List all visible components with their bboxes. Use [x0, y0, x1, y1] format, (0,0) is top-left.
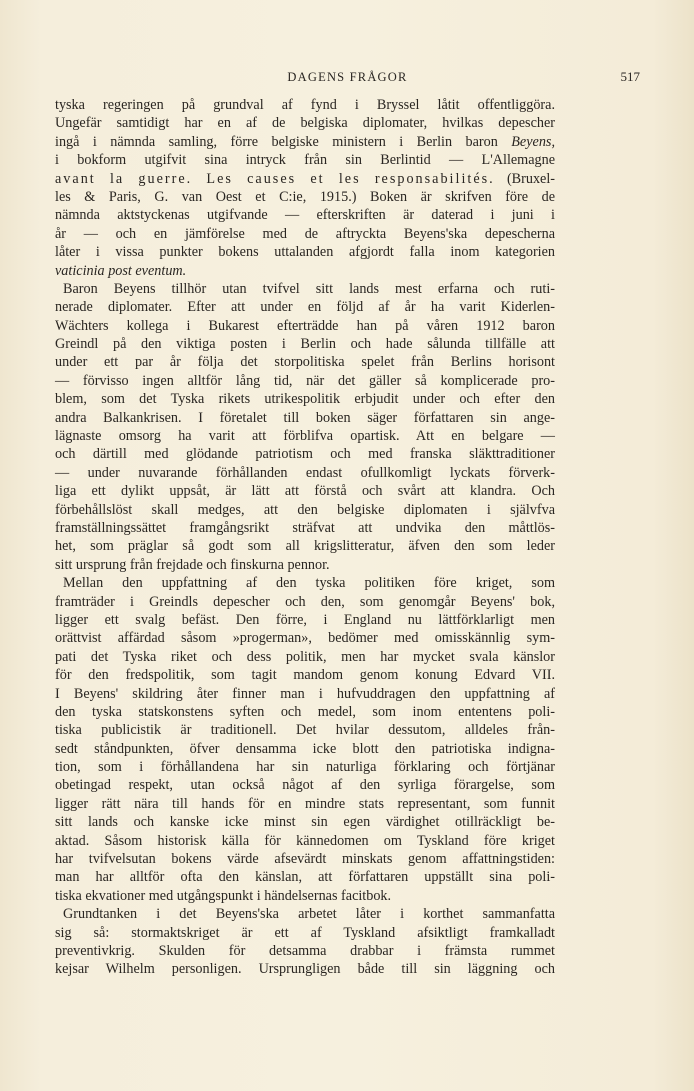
text-line: aktad. Såsom historisk källa för kännedomen om Tyskland före kriget: [55, 832, 555, 849]
text-line: [55, 262, 555, 280]
page-number: 517: [620, 69, 640, 84]
text-line: tiska publicistik är traditionell. Det hvilar dessutom, alldeles från-: [55, 722, 555, 739]
text-line: för den fredspolitik, som tagit mandom genom konung Edvard VII.: [55, 667, 555, 684]
text-line: blem, som det Tyska rikets utrikespolitik erbjudit under och efter den: [55, 391, 555, 408]
text-line: den tyska statskonstens syften och medel, som inom ententens poli-: [55, 703, 555, 720]
text-line: i bokform utgifvit sina intryck från sin Berlintid — L'Allemagne: [55, 152, 555, 169]
text-line: orättvist affärdad såsom »progerman», bedömer med omisskännlig sym-: [55, 630, 555, 647]
text-line: förbehållslöst skall medges, att den belgiske diplomaten i självfva: [55, 501, 555, 518]
text-line: pati det Tyska riket och dess politik, men har mycket svala känslor: [55, 648, 555, 665]
italic-phrase: vaticinia post eventum.: [55, 262, 187, 279]
text-line: sig så: stormaktskriget är ett af Tyskland afsiktligt framkalladt: [55, 924, 555, 941]
text-line: [55, 133, 555, 151]
text-line: Ungefär samtidigt har en af de belgiska diplomater, hvilkas depescher: [55, 115, 555, 132]
text-line: har tvifvelsutan bokens värde afsevärdt minskats genom affattningstiden:: [55, 851, 555, 868]
text-line: les & Paris, G. van Oest et C:ie, 1915.) Boken är skrifven före de: [55, 188, 555, 205]
text-segment: (Bruxel-: [506, 170, 556, 187]
text-line: het, som präglar så godt som all krigslitteratur, äfven den som leder: [55, 538, 555, 555]
text-line: sitt lands och kanske icke minst sin egen värdighet otillräckligt be-: [55, 814, 555, 831]
text-line: nämnda aktstyckenas utgifvande — efterskriften är daterad i juni i: [55, 207, 555, 224]
italic-name: Beyens,: [511, 133, 555, 150]
page-header: [55, 68, 640, 88]
text-line: och därtill med glödande patriotism och med franska släkttraditioner: [55, 446, 555, 463]
text-line: låter i vissa punkter bokens uttalanden afgjordt falla inom kategorien: [55, 244, 555, 261]
text-line: andra Balkankrisen. I företalet till boken säger författaren sin ange-: [55, 409, 555, 426]
spaced-book-title: avant la guerre. Les causes et les responsabilités.: [55, 170, 495, 187]
text-line: Greindl på den viktiga posten i Berlin och hade sålunda tillfälle att: [55, 336, 555, 353]
text-line: nerade diplomater. Efter att under en följd af år ha varit Kiderlen-: [55, 299, 555, 316]
text-line: sitt ursprung från frejdade och finskurna pennor.: [55, 556, 330, 573]
text-line: man har alltför ofta den känslan, att författaren uppställt sina poli-: [55, 869, 555, 886]
text-line: liga ett dylikt uppsåt, är lätt att förstå och svårt att klandra. Och: [55, 483, 555, 500]
text-line: tyska regeringen på grundval af fynd i Bryssel låtit offentliggöra.: [55, 97, 555, 113]
text-segment: ingå i nämnda samling, förre belgiske ministern i Berlin baron: [55, 133, 498, 150]
text-line: sedt ståndpunkten, öfver densamma icke blott den patriotiska indigna-: [55, 740, 555, 757]
text-line: I Beyens' skildring åter finner man i hufvuddragen den uppfattning af: [55, 685, 555, 702]
text-line: preventivkrig. Skulden för detsamma drabbar i främsta rummet: [55, 942, 555, 959]
text-line: lägnaste omsorg ha varit att förblifva opartisk. Att en belgare —: [55, 428, 555, 445]
text-line: ligger ett svalg befäst. Den förre, i England nu lättförklarligt men: [55, 611, 555, 628]
text-line: tiska ekvationer med utgångspunkt i händelsernas facitbok.: [55, 887, 392, 904]
text-line: tion, som i förhållandena har sin naturliga förklaring och förtjänar: [55, 759, 555, 776]
text-line: [55, 170, 555, 188]
text-line: — förvisso ingen alltför lång tid, när det gäller så komplicerade pro-: [55, 372, 555, 389]
text-line: Wächters kollega i Bukarest efterträdde han på våren 1912 baron: [55, 317, 555, 334]
text-line: framträder i Greindls depescher och den, som genomgår Beyens' bok,: [55, 593, 555, 610]
text-line: under ett par år följa det storpolitiska spelet från Berlins horisont: [55, 354, 555, 371]
text-line: ligger rätt nära till hands för en mindre stats representant, som funnit: [55, 795, 555, 812]
text-line: kejsar Wilhelm personligen. Ursprungligen både till sin läggning och: [55, 961, 555, 978]
text-line: år — och en jämförelse med de aftryckta Beyens'ska depescherna: [55, 225, 555, 242]
text-line: — under nuvarande förhållanden endast ofullkomligt lyckats förverk-: [55, 464, 555, 481]
text-line: Grundtanken i det Beyens'ska arbetet låter i korthet sammanfatta: [63, 906, 555, 923]
running-title: DAGENS FRÅGOR: [287, 70, 408, 84]
text-line: Mellan den uppfattning af den tyska politiken före kriget, som: [63, 575, 555, 592]
text-line: Baron Beyens tillhör utan tvifvel sitt lands mest erfarna och ruti-: [63, 280, 555, 297]
body-text: [55, 96, 555, 979]
text-line: framställningssättet framgångsrikt sträfvat att undvika den måttlös-: [55, 519, 555, 536]
text-line: obetingad respekt, utan också något af den syrliga förargelse, som: [55, 777, 555, 794]
